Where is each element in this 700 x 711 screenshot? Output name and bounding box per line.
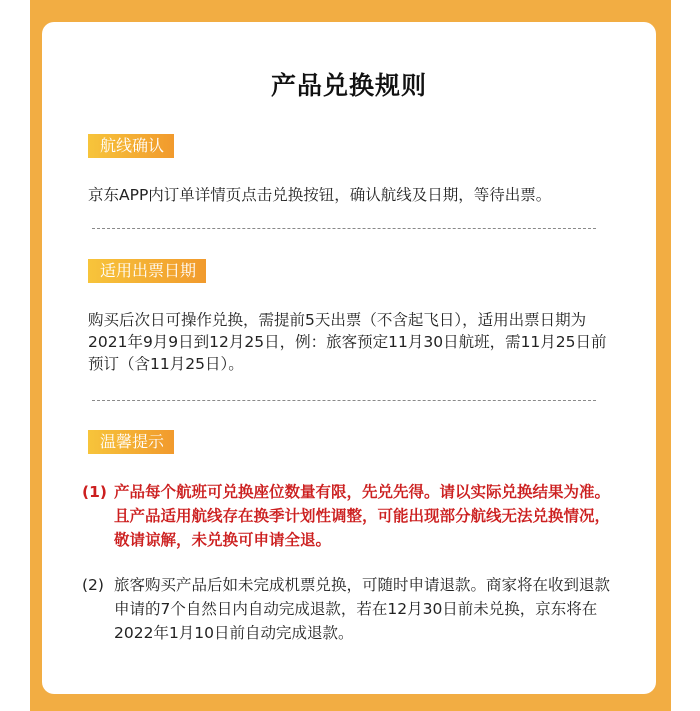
section-tag-date: 适用出票日期 bbox=[88, 259, 206, 283]
section-tag-route: 航线确认 bbox=[88, 134, 174, 158]
route-text: 京东APP内订单详情页点击兑换按钮，确认航线及日期，等待出票。 bbox=[88, 186, 552, 204]
page-title: 产品兑换规则 bbox=[270, 71, 427, 100]
date-text: 购买后次日可操作兑换，需提前5天出票（不含起飞日），适用出票日期为2021年9月9日到12月25日，例：旅客预定11月30日航班，需11月25日前预订（含11月25日）。 bbox=[88, 311, 607, 373]
rules-card bbox=[42, 22, 656, 694]
tip-number: (2) bbox=[82, 576, 104, 594]
tip-item-1 bbox=[82, 480, 618, 552]
tip-text: 旅客购买产品后如未完成机票兑换，可随时申请退款。商家将在收到退款申请的7个自然日内自动完成退款，若在12月30日前未兑换，京东将在2022年1月10日前自动完成退款。 bbox=[114, 576, 611, 642]
divider-2 bbox=[92, 400, 596, 401]
tip-text: 产品每个航班可兑换座位数量有限，先兑先得。请以实际兑换结果为准。且产品适用航线存在换季计划性调整，可能出现部分航线无法兑换情况，敬请谅解，未兑换可申请全退。 bbox=[114, 483, 611, 549]
tip-item-2 bbox=[82, 573, 618, 645]
divider-1 bbox=[92, 228, 596, 229]
tip-number: (1) bbox=[82, 483, 107, 501]
section-tag-tips: 温馨提示 bbox=[88, 430, 174, 454]
